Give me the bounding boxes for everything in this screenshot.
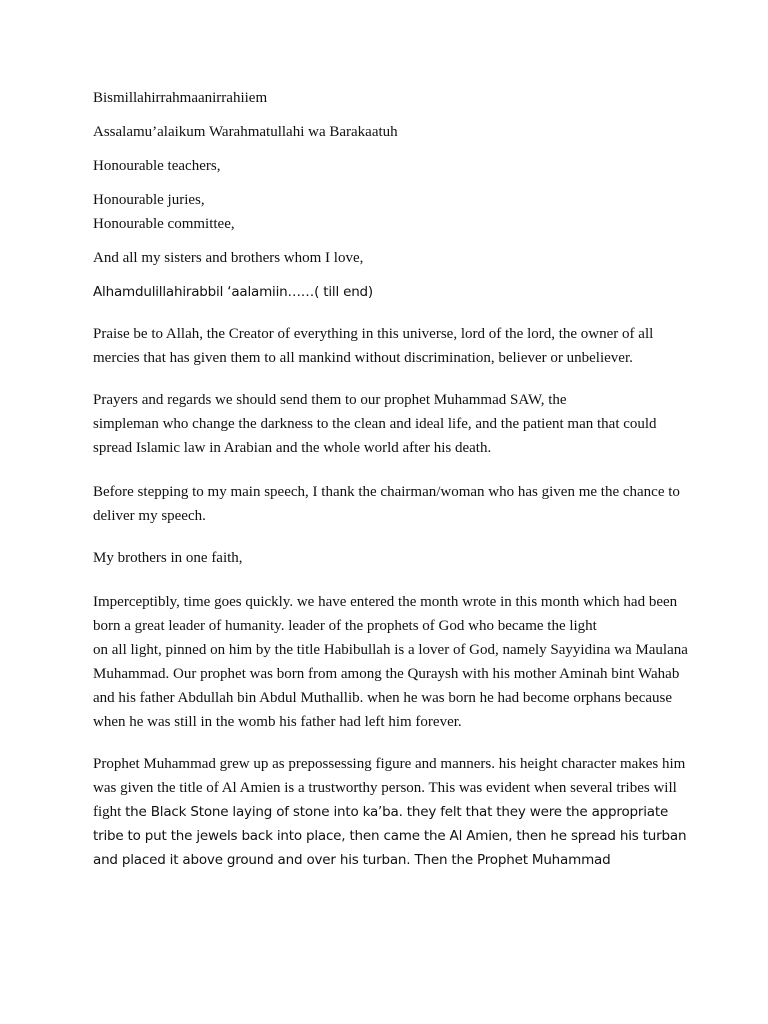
- opening-basmala: Bismillahirrahmaanirrahiiem: [93, 90, 268, 106]
- al-amien-paragraph: [93, 752, 693, 872]
- address-teachers: Honourable teachers,: [93, 158, 221, 174]
- address-audience: And all my sisters and brothers whom I love,: [93, 250, 364, 266]
- brothers-address: My brothers in one faith,: [93, 550, 243, 566]
- speech-text: [93, 86, 693, 872]
- prayers-continuation: simpleman who change the darkness to the clean and ideal life, and the patient man that could spread Islamic law in Arabian and the whole world after his death.: [93, 416, 657, 456]
- salutation: Assalamu’alaikum Warahmatullahi wa Barakaatuh: [93, 124, 398, 140]
- black-stone-text: the Black Stone laying of stone into ka’ba. they felt that they were the appropriate tribe to put the jewels back into place, then came the Al Amien, then he spread his turban and placed it above ground and over his turban. Then the Prophet Muhammad: [93, 804, 687, 868]
- birth-paragraph-start: Imperceptibly, time goes quickly. we have entered the month wrote in this month which had been born a great leader of humanity. leader of the prophets of God who became the light: [93, 594, 678, 634]
- hamdalah: Alhamdulillahirabbil ‘aalamiin……( till end): [93, 284, 373, 300]
- address-juries: Honourable juries,: [93, 192, 205, 208]
- address-committee: Honourable committee,: [93, 216, 235, 232]
- thanks-paragraph: Before stepping to my main speech, I thank the chairman/woman who has given me the chance to deliver my speech.: [93, 484, 680, 524]
- al-amien-text: Prophet Muhammad grew up as prepossessing figure and manners. his height character makes him was given the title of Al Amien is a trustworthy person. This was evident when several tribes will fight: [93, 756, 686, 820]
- praise-paragraph: Praise be to Allah, the Creator of everything in this universe, lord of the lord, the owner of all mercies that has given them to all mankind without discrimination, believer or unbeliever.: [93, 326, 654, 366]
- prayers-first-line: Prayers and regards we should send them to our prophet Muhammad SAW, the: [93, 392, 567, 408]
- birth-paragraph-continuation: on all light, pinned on him by the title Habibullah is a lover of God, namely Sayyidina wa Maulana Muhammad. Our prophet was born from among the Quraysh with his mother Aminah bint Wahab and his father Abdullah bin Abdul Muthallib. when he was born he had become orphans because when he was still in the womb his father had left him forever.: [93, 642, 688, 730]
